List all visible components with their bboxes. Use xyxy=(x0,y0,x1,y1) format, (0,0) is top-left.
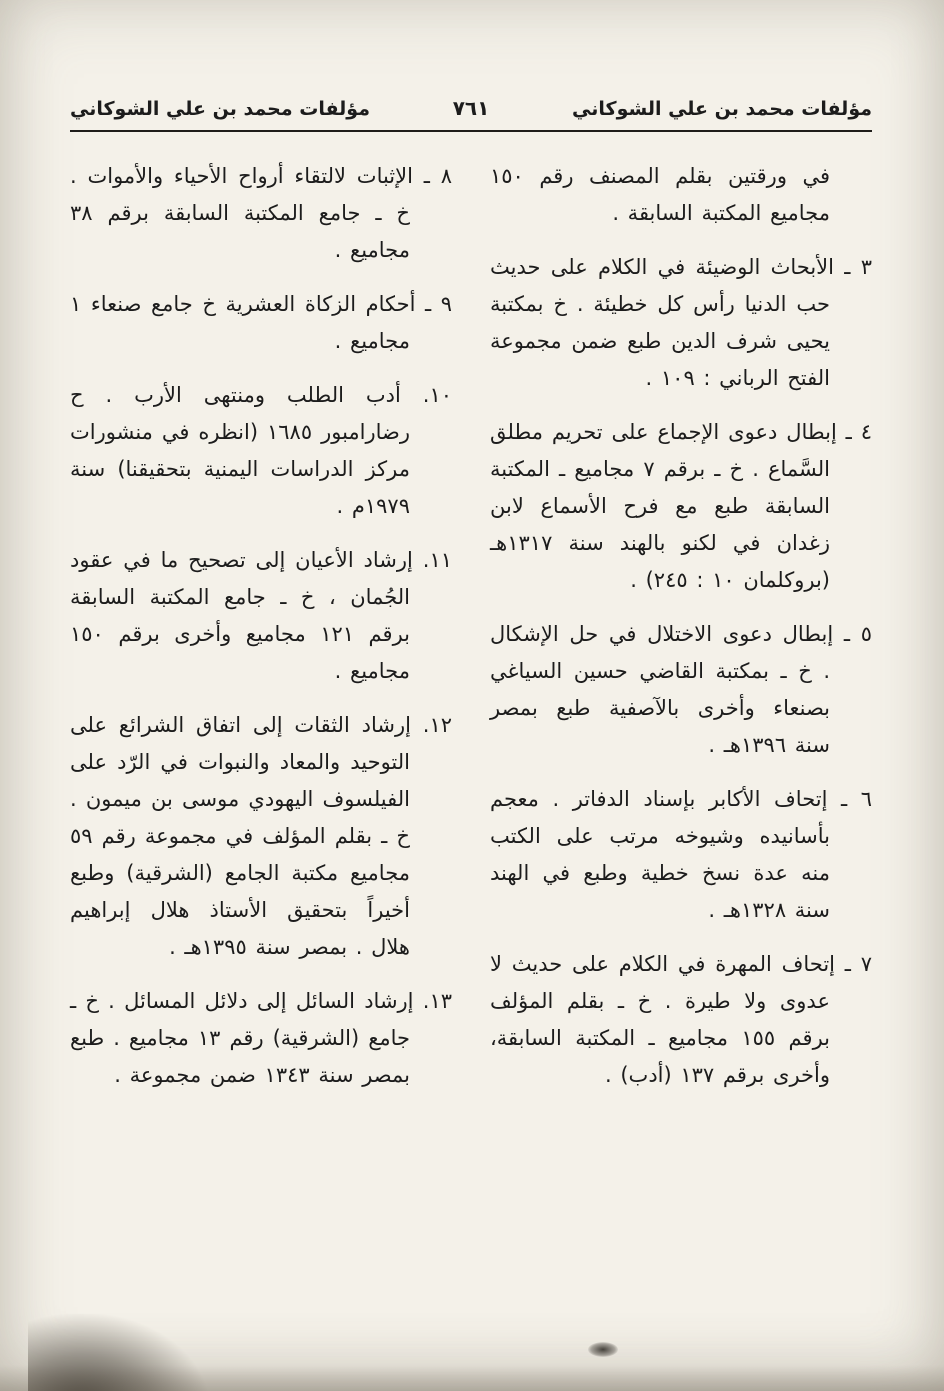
entry-number: ١١. xyxy=(412,548,452,572)
entry-text: إبطال دعوى الإجماع على تحريم مطلق السَّماع . خ ـ برقم ٧ مجاميع ـ المكتبة السابقة طبع مع فرح الأسماع لابن زغدان في لكنو بالهند سنة ١٣١٧هـ (بروكلمان ١٠ : ٢٤٥) . xyxy=(490,420,837,592)
entry xyxy=(490,158,872,232)
scan-edge-shadow xyxy=(0,1365,944,1391)
entry-text: الأبحاث الوضيئة في الكلام على حديث حب الدنيا رأس كل خطيئة . خ بمكتبة يحيى شرف الدين طبع ضمن مجموعة الفتح الرباني : ١٠٩ . xyxy=(490,255,834,390)
entry-text: إرشاد السائل إلى دلائل المسائل . خ ـ جامع (الشرقية) رقم ١٣ مجاميع . طبع بمصر سنة ١٣٤٣ ضمن مجموعة . xyxy=(70,989,414,1087)
text-columns xyxy=(70,158,872,1111)
entry-text: أحكام الزكاة العشرية خ جامع صنعاء ١ مجاميع . xyxy=(70,292,416,353)
entry-text: الإثبات لالتقاء أرواح الأحياء والأموات . خ ـ جامع المكتبة السابقة برقم ٣٨ مجاميع . xyxy=(70,164,413,262)
header-title-right: مؤلفات محمد بن علي الشوكاني xyxy=(572,98,872,120)
page-number: ٧٦١ xyxy=(452,96,490,120)
entry xyxy=(70,158,452,269)
entry-text: أدب الطلب ومنتهى الأرب . ح رضارامبور ١٦٨٥ (انظره في منشورات مركز الدراسات اليمنية بتحقيقنا) سنة ١٩٧٩م . xyxy=(70,383,410,518)
entry-number: ٩ ـ xyxy=(415,292,452,316)
entry xyxy=(70,286,452,360)
entry xyxy=(70,377,452,525)
column-right xyxy=(490,158,872,1111)
entry-number: ١٣. xyxy=(413,989,452,1013)
entry-text: في ورقتين بقلم المصنف رقم ١٥٠ مجاميع المكتبة السابقة . xyxy=(490,164,830,225)
entry-text: إرشاد الثقات إلى اتفاق الشرائع على التوحيد والمعاد والنبوات في الرّد على الفيلسوف اليهودي موسى بن ميمون . خ ـ بقلم المؤلف في مجموعة رقم ٥٩ مجاميع مكتبة الجامع (الشرقية) وطبع أخيراً بتحقيق الأستاذ هلال إبراهيم هلال . بمصر سنة ١٣٩٥هـ . xyxy=(70,713,411,959)
entry-number: ١٠. xyxy=(400,383,452,407)
entry-text: إتحاف الأكابر بإسناد الدفاتر . معجم بأسانيده وشيوخه مرتب على الكتب منه عدة نسخ خطية وطبع في الهند سنة ١٣٢٨هـ . xyxy=(490,787,830,922)
ink-spot-artifact xyxy=(588,1342,618,1357)
entry-number: ٨ ـ xyxy=(412,164,452,188)
entry xyxy=(70,542,452,690)
header-title-left: مؤلفات محمد بن علي الشوكاني xyxy=(70,98,370,120)
entry xyxy=(490,946,872,1094)
entry-number: ٥ ـ xyxy=(833,622,872,646)
header-rule xyxy=(70,130,872,132)
entry xyxy=(70,707,452,966)
column-left xyxy=(70,158,452,1111)
entry-number: ٤ ـ xyxy=(836,420,872,444)
page-header xyxy=(70,96,872,120)
entry xyxy=(490,781,872,929)
entry xyxy=(490,414,872,599)
entry xyxy=(490,249,872,397)
entry-text: إبطال دعوى الاختلال في حل الإشكال . خ ـ بمكتبة القاضي حسين السياغي بصنعاء وأخرى بالآصفية طبع بمصر سنة ١٣٩٦هـ . xyxy=(490,622,834,757)
scan-smudge-artifact xyxy=(28,1314,208,1391)
entry xyxy=(490,616,872,764)
entry-number: ٣ ـ xyxy=(834,255,872,279)
entry-number: ٦ ـ xyxy=(827,787,872,811)
entry-number: ١٢. xyxy=(410,713,452,737)
entry-text: إرشاد الأعيان إلى تصحيح ما في عقود الجُمان ، خ ـ جامع المكتبة السابقة برقم ١٢١ مجاميع وأخرى برقم ١٥٠ مجاميع . xyxy=(70,548,413,683)
entry-text: إتحاف المهرة في الكلام على حديث لا عدوى ولا طيرة . خ ـ بقلم المؤلف برقم ١٥٥ مجاميع ـ المكتبة السابقة، وأخرى برقم ١٣٧ (أدب) . xyxy=(490,952,836,1087)
entry-number: ٧ ـ xyxy=(835,952,872,976)
entry xyxy=(70,983,452,1094)
